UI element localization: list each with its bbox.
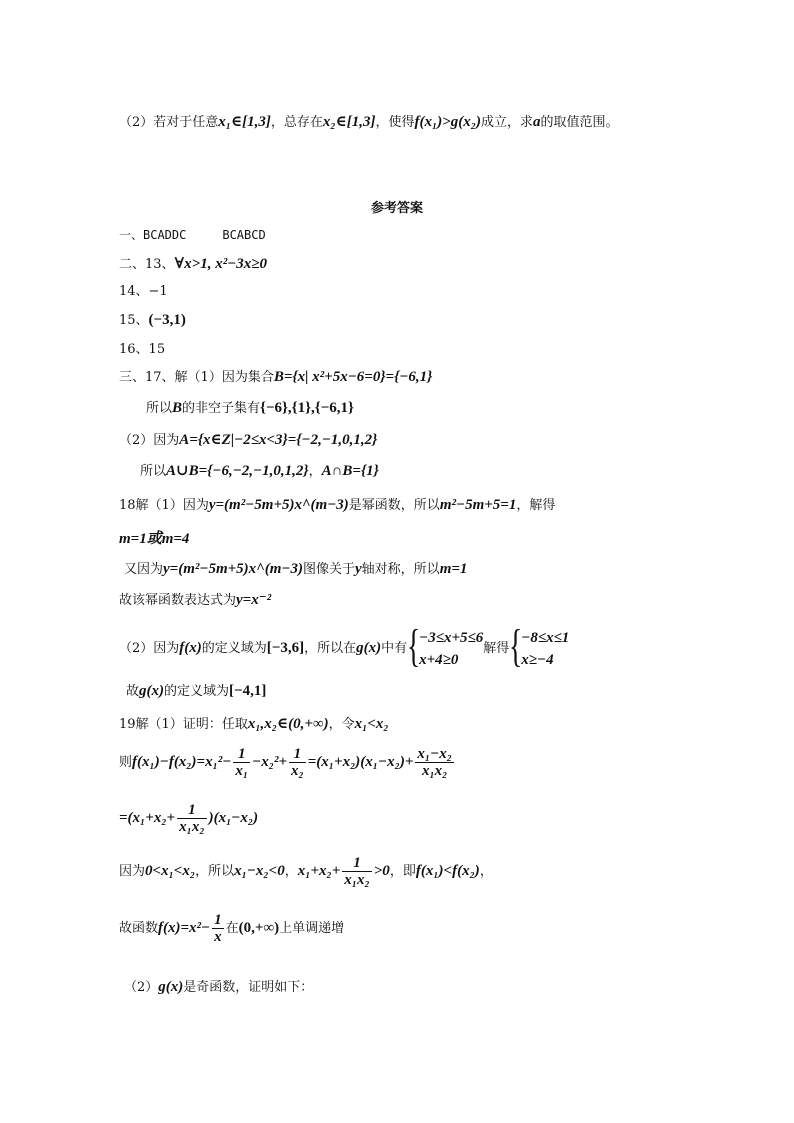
q2-text-3: ，使得 — [375, 115, 415, 130]
q18-text-5c: ，所以在 — [304, 641, 357, 656]
q17-math-4b: A∩B={1} — [321, 463, 379, 479]
q19-math-4e: f(x₁)<f(x₂) — [415, 863, 480, 879]
q2-math-1: x₁∈[1,3] — [218, 114, 271, 130]
q19-fraction-5-num: 1 — [342, 855, 371, 872]
q18-line-1 — [119, 495, 555, 516]
q19-math-3b: )(x₁−x₂) — [208, 810, 259, 826]
q18-text-1b: 是幂函数，所以 — [348, 498, 440, 513]
q19-fraction-2-den: x₂ — [291, 763, 304, 779]
section-1-label: 一、BCADDC — [119, 228, 187, 242]
q19-fraction-1 — [233, 746, 250, 779]
q17-text-4a: 所以 — [140, 464, 167, 479]
q19-fraction-2-num: 1 — [289, 746, 306, 763]
q19-text-5c: 上单调递增 — [279, 921, 345, 936]
q19-fraction-4 — [177, 802, 206, 835]
q19-line-1 — [119, 714, 389, 735]
q19-text-5a: 故函数 — [119, 921, 159, 936]
q19-line-4 — [119, 855, 493, 888]
q18-text-5d: 中有 — [381, 641, 408, 656]
q19-math-6: g(x) — [158, 979, 184, 995]
q19-line-5 — [119, 912, 344, 945]
q19-fraction-3 — [415, 746, 454, 779]
q19-text-4d: ，即 — [389, 864, 416, 879]
q19-fraction-4-den: x₁x₂ — [179, 819, 205, 835]
q18-math-2: m=1或m=4 — [119, 531, 190, 547]
q19-text-4c: ， — [284, 864, 298, 879]
q19-math-2b: −x₂²+ — [252, 754, 288, 770]
q19-fraction-1-num: 1 — [233, 746, 250, 763]
q2-text-5: 的取值范围。 — [540, 115, 619, 130]
q16-line — [119, 340, 165, 360]
q18-text-3a: 又因为 — [124, 562, 164, 577]
section-1-label-2: BCABCD — [222, 228, 266, 242]
q18-system-2-row-2: x≥−4 — [521, 651, 554, 668]
q19-fraction-5 — [342, 855, 371, 888]
q18-system-1-row-2: x+4≥0 — [419, 651, 459, 668]
q17-math-2b: {−6},{1},{−6,1} — [260, 400, 354, 416]
q18-math-5c: g(x) — [356, 640, 382, 656]
q19-text-1b: ，令 — [328, 717, 355, 732]
q15-prefix: 15、 — [119, 313, 149, 328]
q17-math-2a: B — [172, 400, 183, 416]
section-1-answers — [119, 225, 266, 245]
q19-text-6a: （2） — [124, 980, 159, 995]
q17-text-2b: 的非空子集有 — [182, 401, 261, 416]
q19-math-1a: x₁,x₂∈(0,+∞) — [247, 716, 329, 732]
q17-math-1: B={x| x²+5x−6=0}={−6,1} — [273, 369, 433, 385]
q13-prefix: 二、13、 — [119, 257, 175, 272]
q19-fraction-6-den: x — [214, 929, 222, 945]
q19-text-5b: 在 — [225, 921, 239, 936]
q19-math-4d: >0 — [373, 863, 390, 879]
q2-math-4: a — [532, 114, 541, 130]
q18-text-3c: 轴对称，所以 — [361, 562, 440, 577]
q18-line-2 — [119, 529, 189, 550]
q19-text-2a: 则 — [119, 755, 133, 770]
q18-line-4 — [119, 590, 271, 611]
q19-fraction-3-num: x₁−x₂ — [417, 746, 452, 762]
q19-fraction-4-num: 1 — [177, 802, 206, 819]
q19-text-6b: 是奇函数，证明如下： — [183, 980, 314, 995]
q18-math-3b: y — [355, 561, 362, 577]
q18-math-5a: f(x) — [179, 640, 202, 656]
q18-text-3b: 图像关于 — [302, 562, 355, 577]
q19-line-3 — [119, 802, 258, 835]
q18-math-6a: g(x) — [139, 683, 165, 699]
q13-line — [119, 254, 267, 275]
q18-text-4: 故该幂函数表达式为 — [119, 593, 237, 608]
q17-line-4 — [140, 461, 379, 482]
q19-math-1b: x₁<x₂ — [354, 716, 389, 732]
q19-fraction-6 — [212, 912, 224, 945]
q14-text: 14、−1 — [119, 284, 168, 299]
q17-line-3 — [119, 430, 377, 451]
q18-system-2-row-1: −8≤x≤1 — [521, 629, 570, 646]
q15-math: (−3,1) — [148, 312, 186, 328]
q18-text-6b: 的定义域为 — [164, 684, 230, 699]
q19-fraction-3-den: x₁x₂ — [421, 763, 448, 779]
q18-system-2: { −8≤x≤1 x≥−4 — [509, 619, 570, 671]
q15-line — [119, 310, 186, 331]
q19-math-4b: x₁−x₂<0 — [234, 863, 285, 879]
q19-math-2c: =(x₁+x₂)(x₁−x₂)+ — [307, 754, 414, 770]
q19-text-4a: 因为 — [119, 864, 146, 879]
q17-text-3: （2）因为 — [119, 433, 180, 448]
q19-math-4a: 0<x₁<x₂ — [145, 863, 196, 879]
q19-fraction-6-num: 1 — [214, 912, 222, 928]
q18-system-1: { −3≤x+5≤6 x+4≥0 — [407, 619, 484, 671]
q19-fraction-2 — [289, 746, 306, 779]
q14-line — [119, 282, 168, 302]
q18-line-3 — [124, 559, 467, 580]
q19-line-2 — [119, 746, 456, 779]
q18-text-6a: 故 — [126, 684, 140, 699]
q17-line-1 — [119, 367, 432, 388]
q17-line-2 — [146, 398, 354, 419]
q2-text-4: 成立，求 — [480, 115, 533, 130]
q19-math-5b: (0,+∞) — [238, 920, 280, 936]
q18-math-3c: m=1 — [439, 561, 468, 577]
q18-text-5e: 解得 — [483, 641, 510, 656]
q19-fraction-5-den: x₁x₂ — [344, 872, 370, 888]
q19-math-2a: f(x₁)−f(x₂)=x₁²− — [132, 754, 232, 770]
q17-text-4b: ， — [308, 464, 322, 479]
q17-math-3: A={x∈Z|−2≤x<3}={−2,−1,0,1,2} — [179, 432, 378, 448]
q2-math-3: f(x₁)>g(x₂) — [414, 114, 481, 130]
q19-math-4c: x₁+x₂+ — [297, 863, 341, 879]
q18-math-6b: [−4,1] — [229, 683, 267, 699]
q19-text-4e: ， — [479, 864, 493, 879]
q2-text-2: ，总存在 — [270, 115, 323, 130]
q18-line-6 — [126, 681, 266, 702]
q18-system-1-row-1: −3≤x+5≤6 — [419, 629, 484, 646]
q18-math-3a: y=(m²−5m+5)x^(m−3) — [163, 561, 303, 577]
q18-text-5a: （2）因为 — [119, 641, 180, 656]
q19-math-5a: f(x)=x²− — [158, 920, 211, 936]
answer-key-title: 参考答案 — [370, 201, 423, 216]
q17-math-4a: A∪B={−6,−2,−1,0,1,2} — [166, 463, 309, 479]
q18-math-4: y=x⁻² — [236, 592, 272, 608]
q19-math-3a: =(x₁+x₂+ — [119, 810, 176, 826]
q19-line-6 — [124, 977, 313, 998]
q17-text-2a: 所以 — [146, 401, 173, 416]
q13-math: ∀x>1, x²−3x≥0 — [174, 256, 268, 272]
q18-math-1a: y=(m²−5m+5)x^(m−3) — [208, 497, 349, 513]
q17-text-1: 三、17、解（1）因为集合 — [119, 370, 274, 385]
q18-math-1b: m²−5m+5=1 — [439, 497, 517, 513]
q18-text-5b: 的定义域为 — [201, 641, 267, 656]
q19-fraction-1-den: x₁ — [235, 763, 249, 779]
q2-text-1: （2）若对于任意 — [119, 115, 219, 130]
q18-line-5 — [119, 619, 570, 673]
q18-math-5b: [−3,6] — [266, 640, 305, 656]
q19-text-4b: ，所以 — [195, 864, 235, 879]
question-2-line — [119, 112, 618, 133]
q2-math-2: x₂∈[1,3] — [322, 114, 376, 130]
q19-text-1a: 19解（1）证明：任取 — [119, 717, 248, 732]
q16-text: 16、15 — [119, 342, 166, 357]
q18-text-1a: 18解（1）因为 — [119, 498, 209, 513]
q18-text-1c: ，解得 — [516, 498, 556, 513]
